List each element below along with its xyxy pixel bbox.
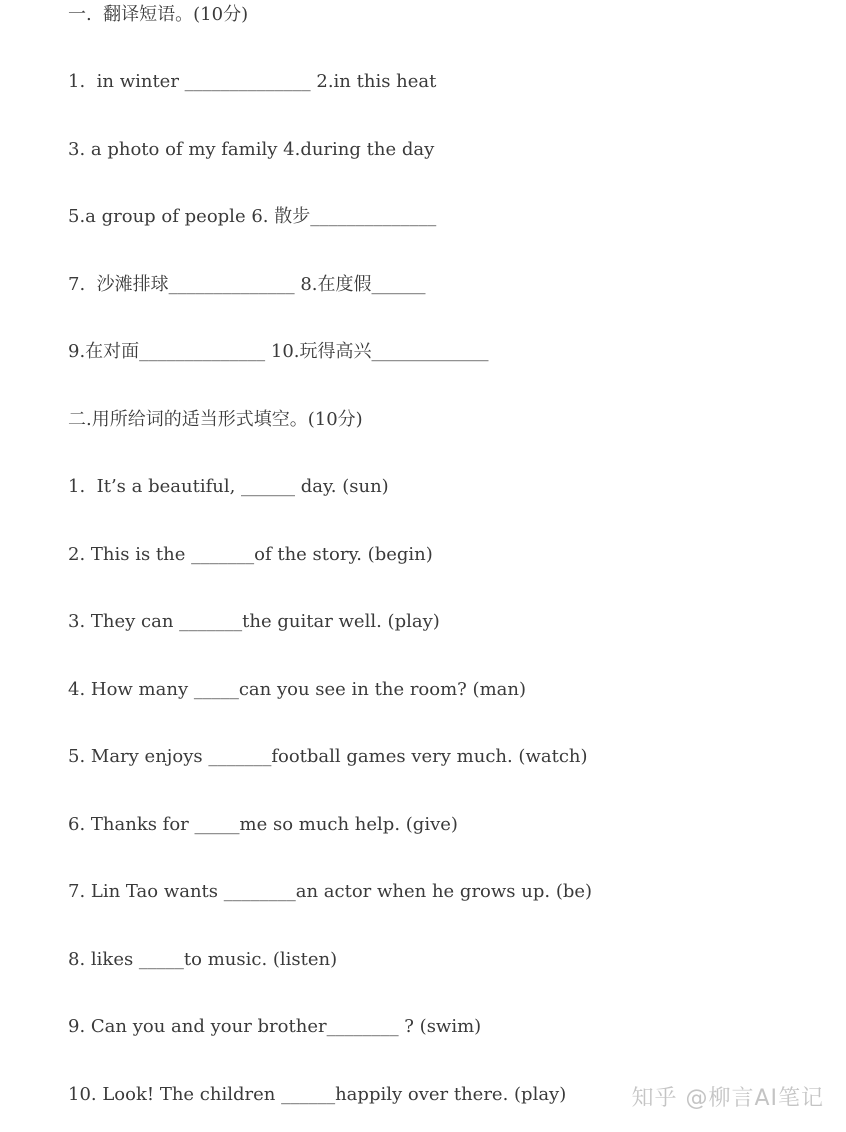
exercise-line: 1. It’s a beautiful, ______ day. (sun) — [68, 476, 389, 497]
exercise-line: 7. Lin Tao wants ________an actor when he grows up. (be) — [68, 881, 593, 902]
exercise-line: 1. in winter ______________ 2.in this heat — [68, 71, 437, 92]
exercise-line: 3. a photo of my family 4.during the day — [68, 139, 435, 160]
exercise-line: 6. Thanks for _____me so much help. (give) — [68, 814, 458, 835]
watermark: 知乎 @柳言AI笔记 — [631, 1086, 824, 1111]
section-2-heading: 二.用所给词的适当形式填空。(10分) — [68, 409, 363, 430]
exercise-line: 9.在对面______________ 10.玩得高兴_____________ — [68, 341, 489, 362]
exercise-line: 10. Look! The children ______happily over there. (play) — [68, 1084, 567, 1105]
exercise-line: 8. likes _____to music. (listen) — [68, 949, 338, 970]
exercise-line: 5. Mary enjoys _______football games very much. (watch) — [68, 746, 588, 767]
exercise-line: 5.a group of people 6. 散步______________ — [68, 206, 437, 227]
exercise-line: 2. This is the _______of the story. (begin) — [68, 544, 433, 565]
exercise-line: 3. They can _______the guitar well. (play) — [68, 611, 440, 632]
exercise-line: 7. 沙滩排球______________ 8.在度假______ — [68, 274, 426, 295]
exercise-line: 9. Can you and your brother________ ? (swim) — [68, 1016, 482, 1037]
section-1-heading: 一. 翻译短语。(10分) — [68, 4, 249, 25]
exercise-line: 4. How many _____can you see in the room? (man) — [68, 679, 526, 700]
